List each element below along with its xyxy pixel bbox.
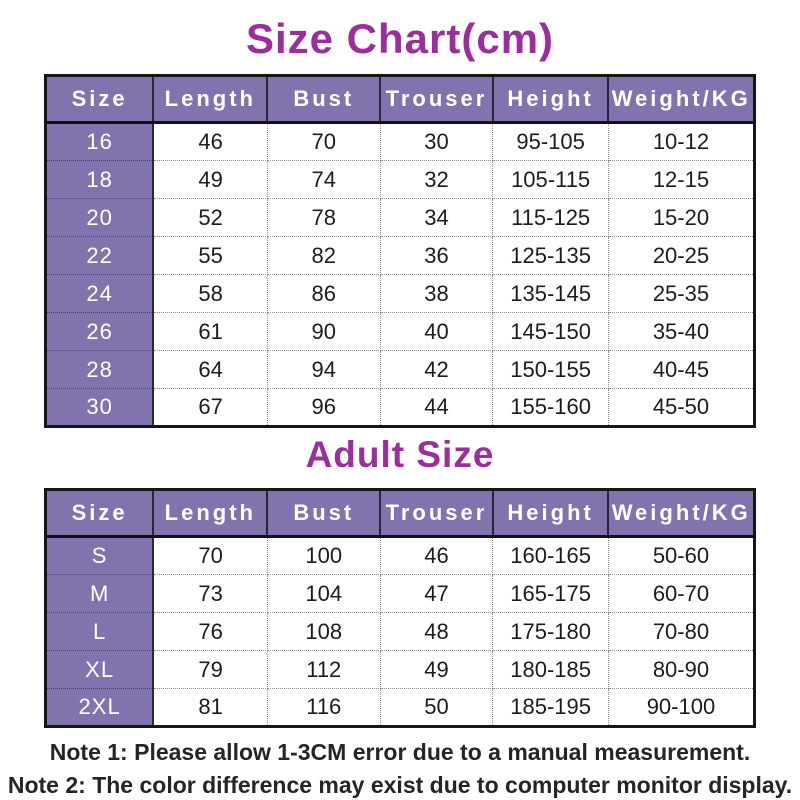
- table-cell: 45-50: [608, 389, 754, 427]
- table-cell: 49: [153, 161, 267, 199]
- table-cell: 115-125: [493, 199, 609, 237]
- header-cell: Size: [46, 490, 154, 537]
- header-cell: Bust: [267, 490, 380, 537]
- table-cell: 108: [267, 613, 380, 651]
- table-cell: 67: [153, 389, 267, 427]
- table-cell: 96: [267, 389, 380, 427]
- table-cell: 64: [153, 351, 267, 389]
- header-cell: Trouser: [380, 490, 493, 537]
- table-cell: 38: [380, 275, 493, 313]
- table-cell: 46: [153, 123, 267, 161]
- table-cell: 30: [380, 123, 493, 161]
- header-row: [46, 76, 755, 123]
- page-title: Size Chart(cm): [245, 15, 555, 62]
- table-cell: 145-150: [493, 313, 609, 351]
- table-cell: 116: [267, 689, 380, 727]
- table-cell: 61: [153, 313, 267, 351]
- note-1: Note 1: Please allow 1-3CM error due to a manual measurement.: [49, 739, 751, 765]
- table-row: [46, 351, 755, 389]
- table-cell: 34: [380, 199, 493, 237]
- table-row: [46, 651, 755, 689]
- table-cell: 44: [380, 389, 493, 427]
- header-cell: Length: [153, 490, 267, 537]
- size-cell: 16: [46, 123, 154, 161]
- table-cell: 90-100: [608, 689, 754, 727]
- table-cell: 180-185: [493, 651, 609, 689]
- table-row: [46, 237, 755, 275]
- size-cell: 28: [46, 351, 154, 389]
- header-row: [46, 490, 755, 537]
- table-cell: 81: [153, 689, 267, 727]
- table-row: [46, 575, 755, 613]
- table-cell: 112: [267, 651, 380, 689]
- header-cell: Height: [493, 490, 609, 537]
- table-cell: 10-12: [608, 123, 754, 161]
- size-cell: L: [46, 613, 154, 651]
- table-row: [46, 537, 755, 575]
- size-cell: S: [46, 537, 154, 575]
- table-cell: 35-40: [608, 313, 754, 351]
- table-cell: 50: [380, 689, 493, 727]
- table-cell: 74: [267, 161, 380, 199]
- table-row: [46, 389, 755, 427]
- size-cell: M: [46, 575, 154, 613]
- table-cell: 150-155: [493, 351, 609, 389]
- table-cell: 55: [153, 237, 267, 275]
- table-cell: 76: [153, 613, 267, 651]
- table-cell: 58: [153, 275, 267, 313]
- header-cell: Height: [493, 76, 609, 123]
- table-row: [46, 689, 755, 727]
- table-cell: 32: [380, 161, 493, 199]
- size-cell: 22: [46, 237, 154, 275]
- table-cell: 52: [153, 199, 267, 237]
- table-cell: 60-70: [608, 575, 754, 613]
- adult-size-title: Adult Size: [305, 434, 495, 475]
- table-cell: 48: [380, 613, 493, 651]
- note-2: Note 2: The color difference may exist due to computer monitor display.: [7, 772, 793, 798]
- size-cell: 20: [46, 199, 154, 237]
- table-cell: 80-90: [608, 651, 754, 689]
- table-row: [46, 313, 755, 351]
- table-cell: 105-115: [493, 161, 609, 199]
- adult-size-table: [44, 488, 756, 728]
- table-row: [46, 199, 755, 237]
- table-cell: 185-195: [493, 689, 609, 727]
- header-cell: Weight/KG: [608, 76, 754, 123]
- table-cell: 42: [380, 351, 493, 389]
- size-cell: 18: [46, 161, 154, 199]
- size-cell: 2XL: [46, 689, 154, 727]
- table-row: [46, 613, 755, 651]
- table-cell: 90: [267, 313, 380, 351]
- header-cell: Size: [46, 76, 154, 123]
- header-cell: Trouser: [380, 76, 493, 123]
- table-cell: 125-135: [493, 237, 609, 275]
- table-cell: 25-35: [608, 275, 754, 313]
- table-cell: 47: [380, 575, 493, 613]
- kids-size-table: [44, 74, 756, 428]
- size-cell: XL: [46, 651, 154, 689]
- table-cell: 70: [267, 123, 380, 161]
- table-cell: 104: [267, 575, 380, 613]
- table-cell: 20-25: [608, 237, 754, 275]
- table-row: [46, 123, 755, 161]
- size-cell: 26: [46, 313, 154, 351]
- table-cell: 175-180: [493, 613, 609, 651]
- table-cell: 165-175: [493, 575, 609, 613]
- table-cell: 36: [380, 237, 493, 275]
- size-cell: 30: [46, 389, 154, 427]
- table-cell: 86: [267, 275, 380, 313]
- table-cell: 40-45: [608, 351, 754, 389]
- table-cell: 155-160: [493, 389, 609, 427]
- table-cell: 12-15: [608, 161, 754, 199]
- table-cell: 100: [267, 537, 380, 575]
- table-cell: 78: [267, 199, 380, 237]
- header-cell: Length: [153, 76, 267, 123]
- table-cell: 70-80: [608, 613, 754, 651]
- table-cell: 73: [153, 575, 267, 613]
- table-cell: 46: [380, 537, 493, 575]
- header-cell: Weight/KG: [608, 490, 754, 537]
- table-cell: 95-105: [493, 123, 609, 161]
- table-cell: 15-20: [608, 199, 754, 237]
- table-cell: 70: [153, 537, 267, 575]
- table-row: [46, 275, 755, 313]
- table-cell: 160-165: [493, 537, 609, 575]
- notes-block: [0, 736, 800, 800]
- header-cell: Bust: [267, 76, 380, 123]
- table-cell: 40: [380, 313, 493, 351]
- size-cell: 24: [46, 275, 154, 313]
- table-cell: 135-145: [493, 275, 609, 313]
- table-cell: 82: [267, 237, 380, 275]
- table-row: [46, 161, 755, 199]
- table-cell: 50-60: [608, 537, 754, 575]
- table-cell: 49: [380, 651, 493, 689]
- table-cell: 79: [153, 651, 267, 689]
- table-cell: 94: [267, 351, 380, 389]
